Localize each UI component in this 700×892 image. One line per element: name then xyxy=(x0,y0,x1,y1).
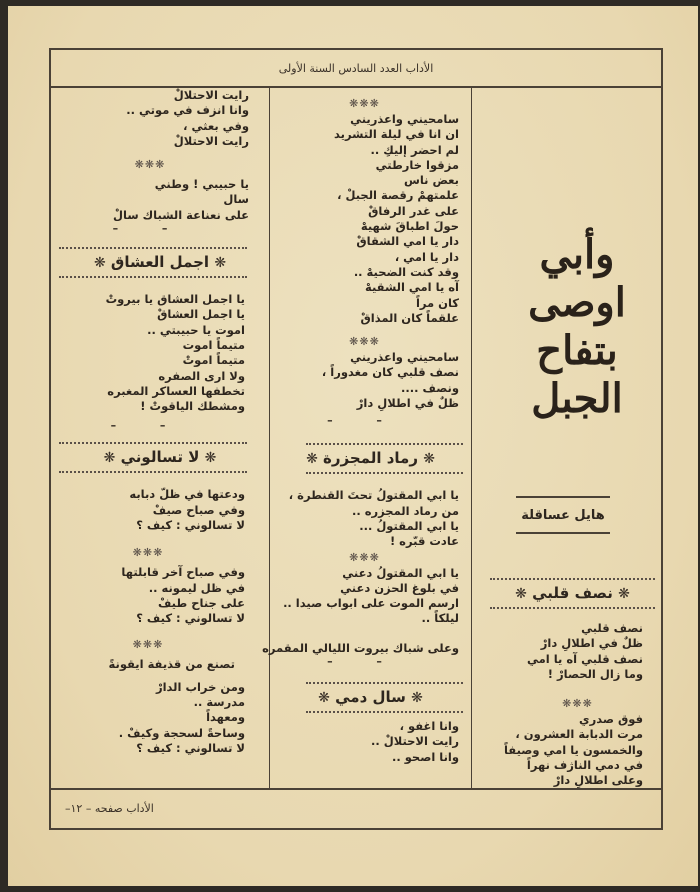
poem-line: وعلى شباك بيروت الليالي المقمره xyxy=(262,640,459,655)
poem-line: عادت قبّره ! xyxy=(389,534,459,549)
poem-line: متيماً اموتْ xyxy=(182,353,245,368)
section-title-text: نصف قلبي xyxy=(532,584,613,602)
stanza xyxy=(482,609,663,682)
poem-line: وانا انزف في موتي .. xyxy=(126,103,249,118)
poem-line: ومن خراب الدارْ xyxy=(155,679,245,694)
poem-line: مرت الدبابة العشرون ، xyxy=(515,727,643,742)
stars-separator: ❋❋❋ xyxy=(132,546,164,560)
poem-line: نصف قلبي كان مغدوراً ، xyxy=(321,365,459,380)
poem-line: يا اجمل العشاق يا بيروتْ xyxy=(105,292,245,307)
section-nisf-qalbi xyxy=(482,578,663,789)
poem-line: وفي بعثي ، xyxy=(183,118,249,133)
page-header xyxy=(51,50,661,88)
footer-text: الأداب صفحه – ١٢– xyxy=(65,802,154,815)
poem-line: يا ابي المقتولُ تحتَ القنطرة ، xyxy=(288,488,459,503)
poem-line: من رماد المجزره .. xyxy=(352,503,459,518)
poem-line: وفي صباح صيفْ xyxy=(152,502,245,517)
poem-line: وساحةً لسحجة وكيفْ . xyxy=(118,725,245,740)
poem-line: على غدر الرفاقْ xyxy=(368,203,459,218)
poem-line: وانا اصحو .. xyxy=(391,749,459,764)
stars-separator: ❋❋❋ xyxy=(562,697,593,711)
poem-line: والخمسون يا امي وصيفاً xyxy=(503,742,643,757)
flower-icon: ❋ xyxy=(411,690,423,707)
section-title xyxy=(51,444,269,471)
title-column xyxy=(472,86,663,790)
stanza xyxy=(270,713,471,765)
flower-icon: ❋ xyxy=(618,586,630,602)
stanza xyxy=(482,712,663,788)
flower-icon: ❋ xyxy=(318,690,330,707)
poem-line: حولَ اطباقَ شهيهْ xyxy=(360,219,459,234)
poem-line: ودعتها في ظلّ دبابه xyxy=(129,487,245,502)
poem-line: رايت الاحتلالْ xyxy=(173,88,249,102)
poem-line: نصف قلبي xyxy=(581,621,643,635)
section-title xyxy=(51,249,269,276)
poem-line: رايت الاحتلالْ .. xyxy=(371,734,459,749)
poem-title xyxy=(502,231,652,423)
poem-line: رايت الاحتلالْ xyxy=(173,133,249,148)
poem-line: ان انا في ليلة التشريد xyxy=(334,127,459,142)
flower-icon: ❋ xyxy=(103,450,116,467)
poem-line: تخطفها العساكر المغبره xyxy=(107,383,245,398)
poem-line: وقد كنت الضحيهْ .. xyxy=(353,264,459,279)
poem-line: على نعناعة الشباك سالْ xyxy=(113,207,249,222)
page-frame xyxy=(49,48,663,830)
poem-line: نصف قلبي آه يا امي xyxy=(527,651,643,666)
stanza xyxy=(51,473,269,756)
dash-separator: – – xyxy=(112,222,188,236)
middle-column xyxy=(262,86,472,790)
poem-line: متيماً اموت xyxy=(182,337,245,352)
poem-line: لا تسالوني : كيف ؟ xyxy=(136,611,245,626)
poem-line: تصنع من قذيفة ايقونةً xyxy=(108,656,235,671)
flower-icon: ❋ xyxy=(204,450,217,467)
poem-line: يا اجمل العشاقْ xyxy=(157,307,245,322)
author-text: هايل عساقلة xyxy=(521,507,605,523)
poem-line: بعض ناس xyxy=(403,173,459,188)
flower-icon: ❋ xyxy=(423,451,435,468)
poem-line: لا تسالوني : كيف ؟ xyxy=(136,518,245,533)
left-column xyxy=(51,86,269,790)
title-line: اوصى xyxy=(528,279,626,326)
flower-icon: ❋ xyxy=(93,255,106,272)
poem-line: كان مراً xyxy=(415,295,459,310)
poem-line: يا ابي المقتولُ ... xyxy=(359,518,459,533)
poem-line: سامحيني واعذريني xyxy=(350,112,459,126)
section-title xyxy=(270,445,471,472)
header-text: الأداب العدد السادس السنة الأولى xyxy=(278,61,434,75)
section-title-text: اجمل العشاق xyxy=(110,253,210,272)
poem-line: ولا ارى الصفره xyxy=(158,368,245,383)
poem-line: ظلٌ في اطلالِ دارْ xyxy=(356,396,459,411)
stanza xyxy=(51,278,269,432)
poem-line: ونصف .... xyxy=(401,380,459,395)
flower-icon: ❋ xyxy=(306,451,318,468)
poem-line: دار يا امي ، xyxy=(394,249,459,264)
stanza xyxy=(270,86,471,427)
poem-line: لم احضر إليكِ .. xyxy=(370,142,459,157)
section-title-text: سال دمي xyxy=(335,688,406,707)
section-title-text: رماد المجزرة xyxy=(323,449,418,468)
dash-separator: – – xyxy=(327,655,402,669)
flower-icon: ❋ xyxy=(515,586,527,602)
poem-line: على جناح طيفْ xyxy=(157,595,245,610)
poem-line: يا ابي المقتولُ دعني xyxy=(342,565,459,580)
stanza xyxy=(51,86,269,235)
dash-separator: – – xyxy=(110,419,186,433)
poem-line: وانا اغفو ، xyxy=(399,719,459,734)
section-title xyxy=(482,580,663,607)
poem-line: سال xyxy=(223,192,249,207)
section-sal-dami xyxy=(270,682,471,765)
author-name xyxy=(516,496,610,534)
poem-line: ظلٌ في اطلالِ دارْ xyxy=(540,636,643,651)
poem-line: ومعهداً xyxy=(206,710,245,725)
stars-separator: ❋❋❋ xyxy=(134,158,166,172)
poem-line: علقماً كان المذاقْ xyxy=(360,310,459,325)
poem-line: ومشطك الياقوتْ ! xyxy=(140,399,245,414)
poem-line: اموت يا حبيبتي .. xyxy=(147,322,245,337)
poem-line: في ظل ليمونه .. xyxy=(148,580,245,595)
poem-line: ارسم الموت على ابواب صيدا .. xyxy=(283,596,459,611)
poem-line: فوق صدري xyxy=(579,712,643,727)
title-line: الجبل xyxy=(531,375,623,422)
section-ajmal-al-ushaq xyxy=(51,247,269,432)
title-line: وأبي xyxy=(539,231,615,278)
section-title-text: لا تسالوني xyxy=(120,448,200,467)
stanza xyxy=(262,474,471,669)
section-ramad-al-majzara xyxy=(262,443,471,669)
poem-line: لا تسالوني : كيف ؟ xyxy=(136,741,245,756)
poem-line: في دمي الناژف نهراً xyxy=(526,758,643,773)
poem-line: في بلوغ الحزن دعني xyxy=(340,580,459,595)
section-title xyxy=(270,684,471,711)
stars-separator: ❋❋❋ xyxy=(349,97,380,110)
stars-separator: ❋❋❋ xyxy=(349,335,380,349)
magazine-page xyxy=(8,6,698,886)
flower-icon: ❋ xyxy=(214,255,227,272)
page-footer xyxy=(51,788,661,828)
poem-line: سامحيني واعذريني xyxy=(350,350,459,365)
poem-line: آه يا امي الشقيهْ xyxy=(365,280,459,295)
stars-separator: ❋❋❋ xyxy=(349,550,380,564)
poem-line: دار يا امي الشقاقْ xyxy=(356,234,459,249)
poem-line: وعلى اطلالِ دارْ xyxy=(553,773,643,788)
title-line: بتفاح xyxy=(536,327,618,374)
poem-line: مزقوا خارطتي xyxy=(375,157,459,172)
poem-line: ليلكاً .. xyxy=(421,611,459,626)
section-la-tasaluni xyxy=(51,442,269,756)
poem-line: علمتهمْ رقصة الجبلْ ، xyxy=(337,188,459,203)
poem-line: يا حبيبي ! وطني xyxy=(154,177,249,192)
poem-line: وما زال الحصارْ ! xyxy=(547,666,643,681)
poem-line: مدرسة .. xyxy=(193,695,245,710)
stars-separator: ❋❋❋ xyxy=(132,637,164,651)
dash-separator: – – xyxy=(327,414,402,428)
poem-line: وفي صباح آخر قابلتها xyxy=(121,565,245,580)
